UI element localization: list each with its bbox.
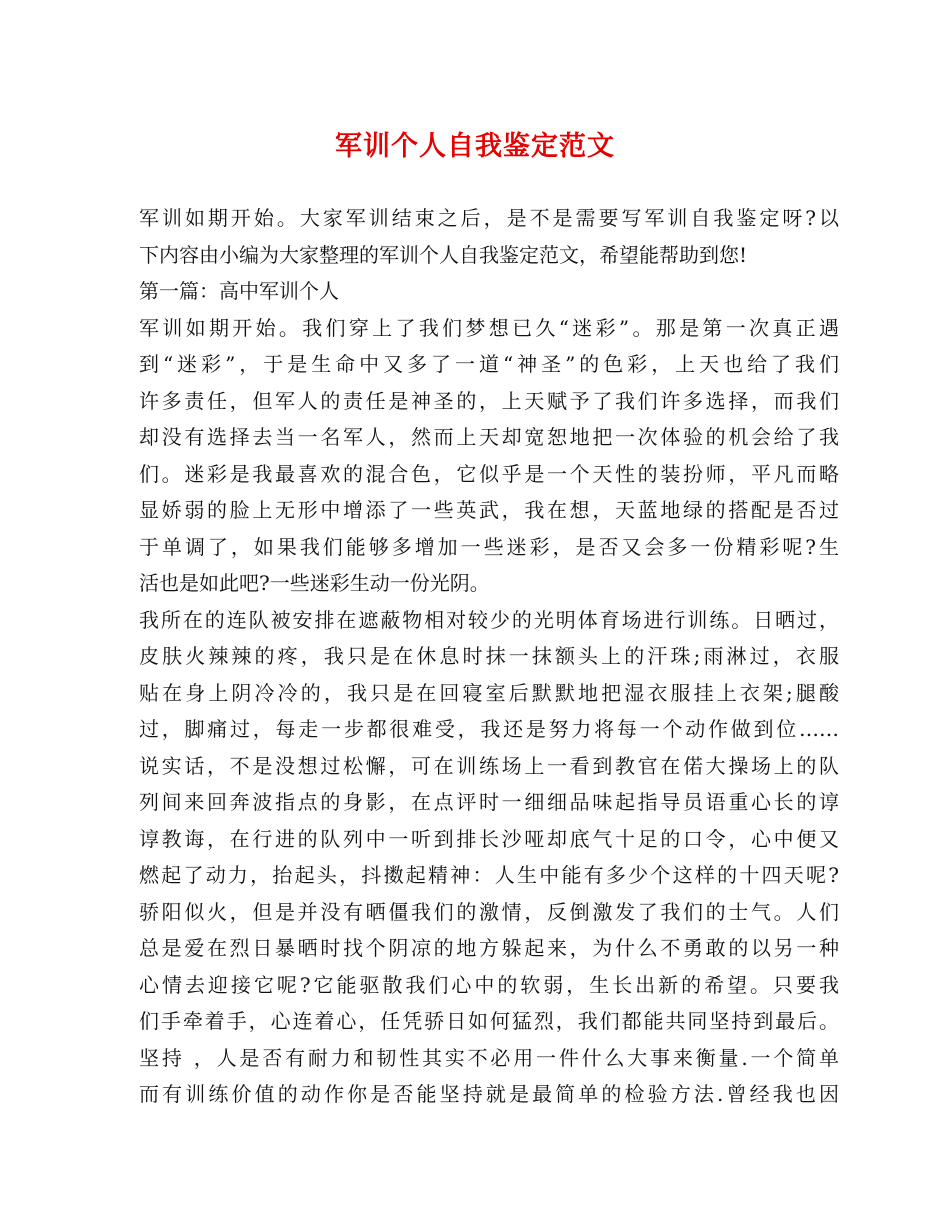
text-line: 显娇弱的脸上无形中增添了一些英武，我在想，天蓝地绿的搭配是否过 xyxy=(139,498,839,522)
text-line: 燃起了动力，抬起头，抖擞起精神：人生中能有多少个这样的十四天呢? xyxy=(139,863,839,887)
text-line: 们手牵着手，心连着心，任凭骄日如何猛烈，我们都能共同坚持到最后。 xyxy=(139,1009,839,1033)
text-line: 总是爱在烈日暴晒时找个阴凉的地方躲起来，为什么不勇敢的以另一种 xyxy=(139,936,839,960)
text-line: 贴在身上阴冷冷的，我只是在回寝室后默默地把湿衣服挂上衣架;腿酸 xyxy=(139,680,839,705)
text-line: 坚持 ，人是否有耐力和韧性其实不必用一件什么大事来衡量.一个简单 xyxy=(139,1045,839,1070)
document-title: 军训个人自我鉴定范文 xyxy=(335,131,615,162)
text-line: 皮肤火辣辣的疼，我只是在休息时抹一抹额头上的汗珠;雨淋过，衣服 xyxy=(139,644,839,668)
text-line: 列间来回奔波指点的身影，在点评时一细细品味起指导员语重心长的谆 xyxy=(139,790,839,814)
text-line: 军训如期开始。我们穿上了我们梦想已久“迷彩”。那是第一次真正遇 xyxy=(139,315,839,340)
text-line: 我所在的连队被安排在遮蔽物相对较少的光明体育场进行训练。日晒过， xyxy=(139,607,839,632)
text-line: 第一篇：高中军训个人 xyxy=(139,279,339,303)
text-line: 于单调了，如果我们能够多增加一些迷彩，是否又会多一份精彩呢?生 xyxy=(139,534,839,559)
text-line: 心情去迎接它呢?它能驱散我们心中的软弱，生长出新的希望。只要我 xyxy=(139,972,839,997)
text-line: 骄阳似火，但是并没有晒僵我们的激情，反倒激发了我们的士气。人们 xyxy=(139,899,839,924)
text-line: 活也是如此吧?一些迷彩生动一份光阴。 xyxy=(139,571,490,595)
text-line: 们。迷彩是我最喜欢的混合色，它似乎是一个天性的装扮师，平凡而略 xyxy=(139,461,839,486)
text-line: 到“迷彩”，于是生命中又多了一道“神圣”的色彩，上天也给了我们 xyxy=(139,352,839,376)
text-line: 却没有选择去当一名军人，然而上天却宽恕地把一次体验的机会给了我 xyxy=(139,425,839,449)
text-line: 军训如期开始。大家军训结束之后，是不是需要写军训自我鉴定呀?以 xyxy=(139,206,839,230)
text-line: 许多责任，但军人的责任是神圣的，上天赋予了我们许多选择，而我们 xyxy=(139,388,839,413)
text-line: 说实话，不是没想过松懈，可在训练场上一看到教官在偌大操场上的队 xyxy=(139,753,839,778)
text-line: 谆教诲，在行进的队列中一听到排长沙哑却底气十足的口令，心中便又 xyxy=(139,826,839,851)
document-body xyxy=(139,200,839,1113)
text-line: 而有训练价值的动作你是否能坚持就是最简单的检验方法.曾经我也因 xyxy=(139,1082,839,1106)
text-line: 下内容由小编为大家整理的军训个人自我鉴定范文，希望能帮助到您! xyxy=(139,242,748,267)
text-line: 过，脚痛过，每走一步都很难受，我还是努力将每一个动作做到位…… xyxy=(139,717,839,741)
